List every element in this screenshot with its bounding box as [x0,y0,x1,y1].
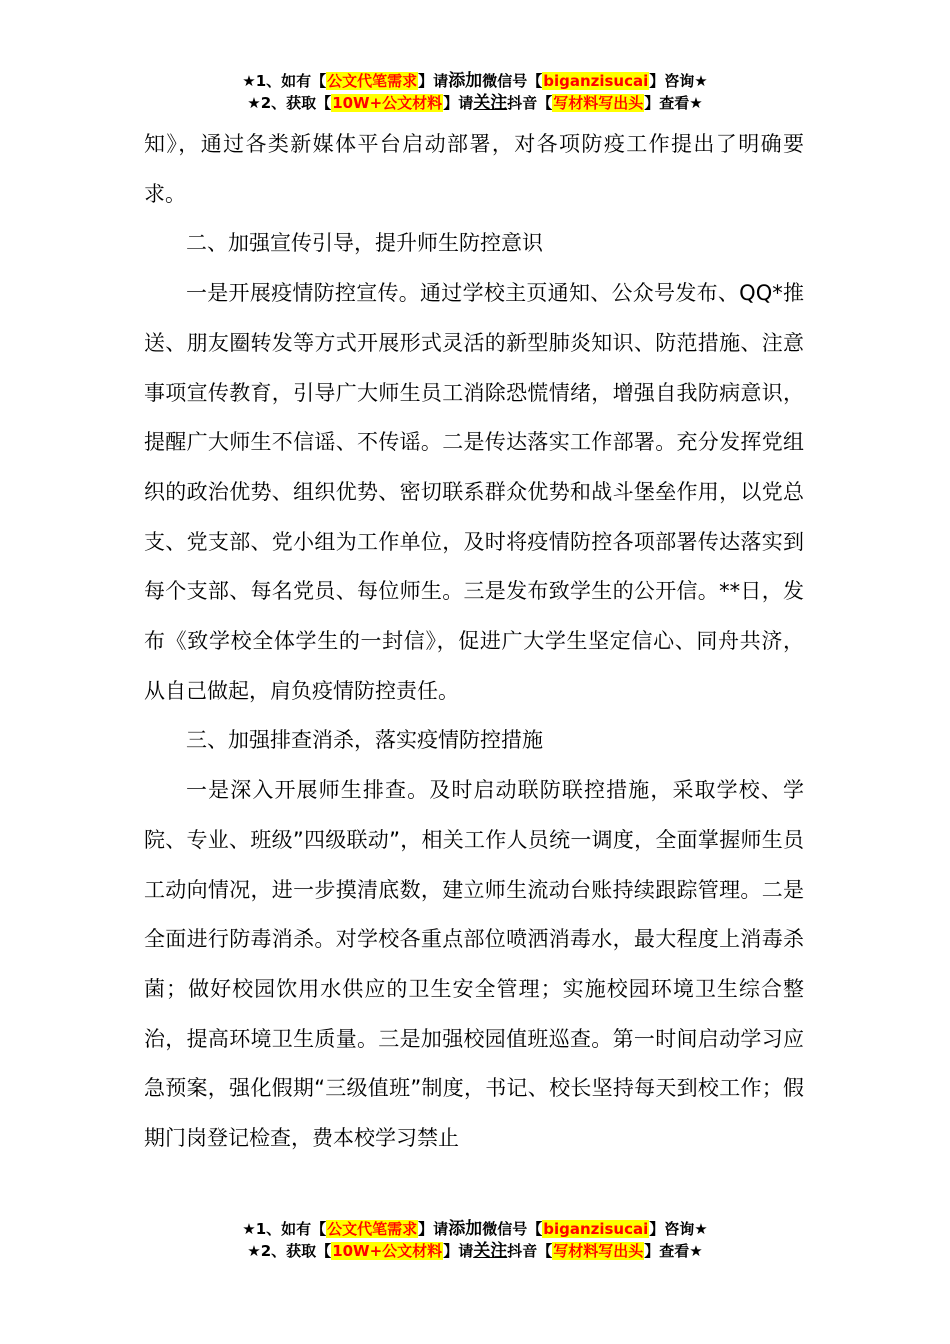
document-body [144,120,804,1164]
highlight-service: 公文代笔需求 [327,1220,418,1238]
banner-line-2 [0,92,950,114]
emphasis-add: 添加 [448,1219,483,1239]
paragraph-inspection: 一是深入开展师生排查。及时启动联防联控措施，采取学校、学院、专业、班级”四级联动”，相关工作人员统一调度，全面掌握师生员工动向情况，进一步摸清底数，建立师生流动台账持续跟踪管理。二是全面进行防毒消杀。对学校各重点部位喷洒消毒水，最大程度上消毒杀菌；做好校园饮用水供应的卫生安全管理；实施校园环境卫生综合整治，提高环境卫生质量。三是加强校园值班巡查。第一时间启动学习应急预案，强化假期“三级值班”制度，书记、校长坚持每天到校工作；假期门岗登记检查，费本校学习禁止 [144,778,804,1151]
banner-text: 】请 [418,72,449,90]
banner-text: 微信号【 [482,72,543,90]
banner-text: 微信号【 [482,1220,543,1238]
paragraph-continuation: 知》，通过各类新媒体平台启动部署，对各项防疫工作提出了明确要求。 [144,132,804,206]
highlight-douyin: 写材料写出头 [553,1242,644,1260]
banner-text: 】查看★ [644,1242,703,1260]
banner-text: 】咨询★ [649,72,708,90]
banner-line-1 [0,70,950,92]
banner-line-1 [0,1218,950,1240]
highlight-materials: 10W+公文材料 [332,94,443,112]
banner-text: 】请 [443,94,474,112]
highlight-wechat-id: biganzisucai [543,72,649,90]
banner-text: ★1、如有【 [242,72,327,90]
highlight-wechat-id: biganzisucai [543,1220,649,1238]
paragraph-publicity: 一是开展疫情防控宣传。通过学校主页通知、公众号发布、QQ*推送、朋友圈转发等方式开展形式灵活的新型肺炎知识、防范措施、注意事项宣传教育，引导广大师生员工消除恐慌情绪，增强自我防病意识，提醒广大师生不信谣、不传谣。二是传达落实工作部署。充分发挥党组织的政治优势、组织优势、密切联系群众优势和战斗堡垒作用，以党总支、党支部、党小组为工作单位，及时将疫情防控各项部署传达落实到每个支部、每名党员、每位师生。三是发布致学生的公开信。**日，发布《致学校全体学生的一封信》，促进广大学生坚定信心、同舟共济，从自己做起，肩负疫情防控责任。 [144,281,804,703]
highlight-service: 公文代笔需求 [327,72,418,90]
highlight-materials: 10W+公文材料 [332,1242,443,1260]
emphasis-follow: 关注 [473,1241,508,1261]
emphasis-follow: 关注 [473,93,508,113]
highlight-douyin: 写材料写出头 [553,94,644,112]
banner-text: ★2、获取【 [247,1242,332,1260]
banner-text: ★1、如有【 [242,1220,327,1238]
emphasis-add: 添加 [448,71,483,91]
banner-text: 抖音【 [507,94,553,112]
footer-banner [0,1218,950,1262]
banner-text: 】咨询★ [649,1220,708,1238]
banner-text: 抖音【 [507,1242,553,1260]
section-heading-2: 二、加强宣传引导，提升师生防控意识 [186,231,543,256]
banner-line-2 [0,1240,950,1262]
section-heading-3: 三、加强排查消杀，落实疫情防控措施 [186,728,543,753]
banner-text: ★2、获取【 [247,94,332,112]
banner-text: 】请 [443,1242,474,1260]
header-banner [0,70,950,114]
banner-text: 】请 [418,1220,449,1238]
banner-text: 】查看★ [644,94,703,112]
